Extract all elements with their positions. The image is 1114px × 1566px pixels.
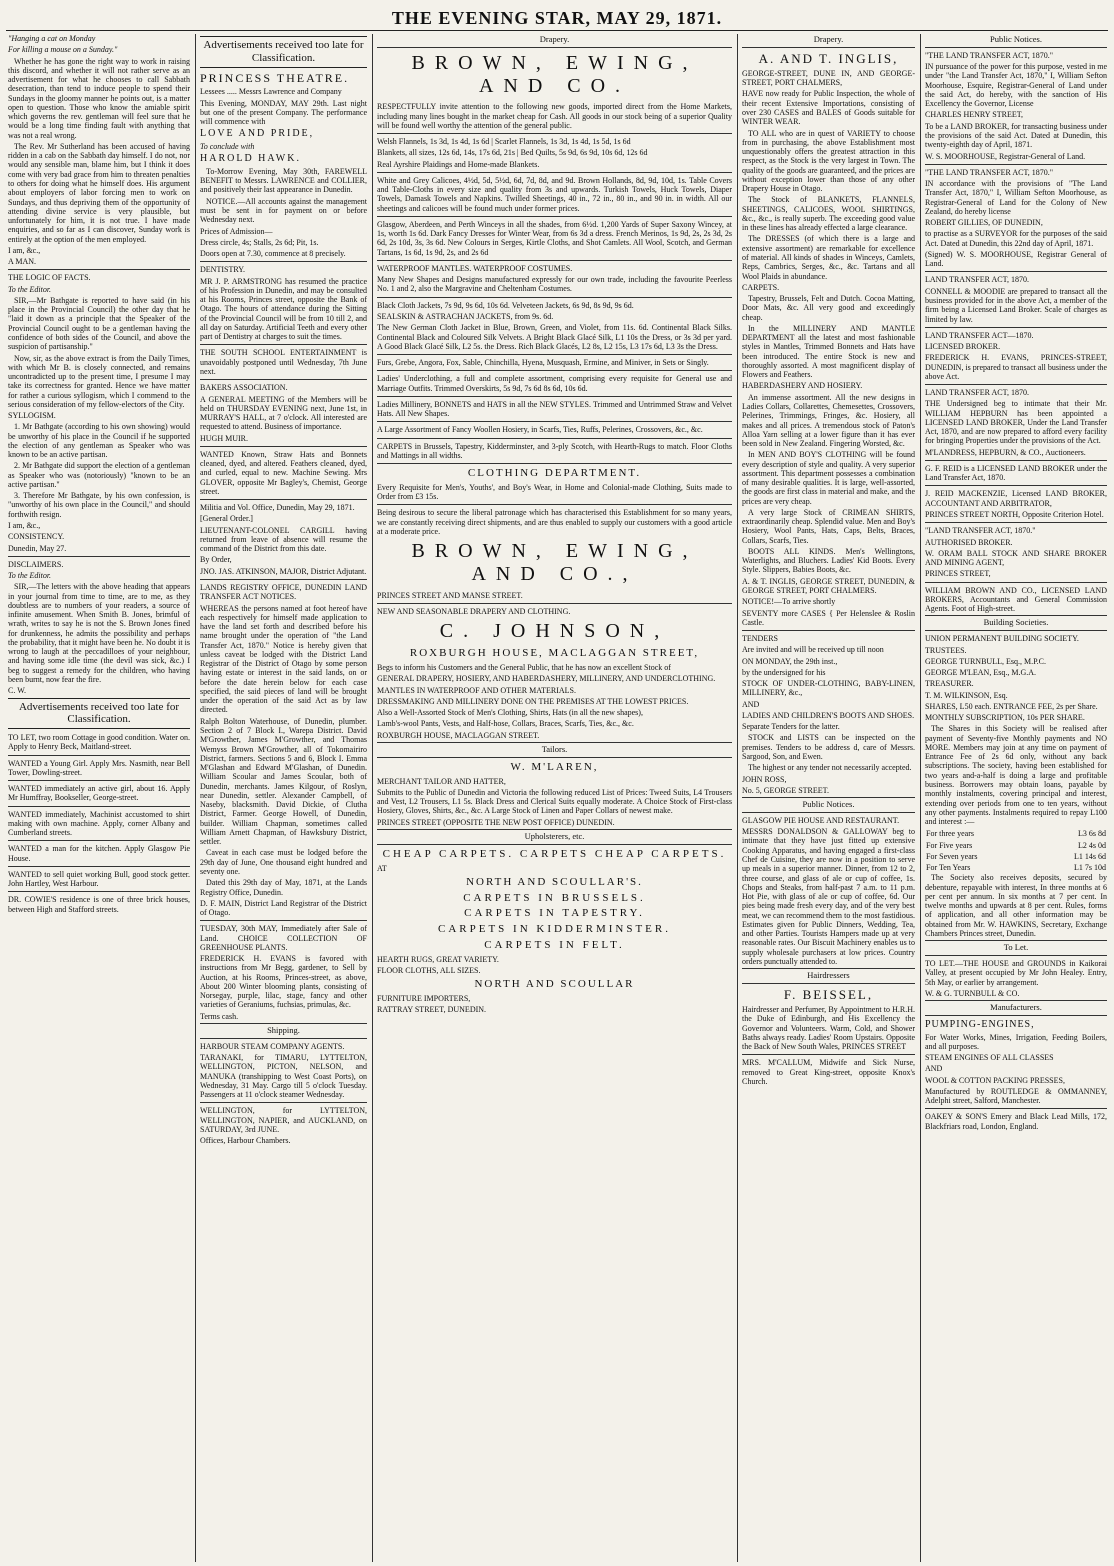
theatre-text: To conclude with bbox=[200, 142, 255, 152]
divider bbox=[8, 866, 190, 867]
rate-term: For Five years bbox=[926, 840, 973, 850]
classified-ad: WANTED a Young Girl. Apply Mrs. Nasmith, near Bell Tower, Dowling-street. bbox=[8, 758, 190, 777]
department-heading: CLOTHING DEPARTMENT. bbox=[467, 467, 642, 480]
notice-heading: CHARLES HENRY STREET, bbox=[925, 110, 1024, 120]
divider bbox=[377, 438, 732, 439]
table-row bbox=[925, 828, 1107, 839]
notice-text: WHEREAS the persons named at foot hereof have each respectively for himself made application to have the land set forth and described before his name brought under the operation of "the Land Transfer Act, 1870." Notice is hereby given that unless caveat be lodged with the District Land Registrar of the District of Otago by some person having estate or interest in the said lands, on or before the date herein below for each case specified, the said pieces of land will be brought under the operation of the said Act as by law directed. bbox=[200, 603, 367, 715]
syllogism-item: 2. Mr Bathgate did support the election of a gentleman as Speaker who was (notoriously) "known to be an active partisan." bbox=[8, 461, 190, 489]
notice-text: TO LET.—THE HOUSE and GROUNDS in Kaikorai Valley, at present occupied by Mr John Healey. Entry, 5th May, or earlier by arrangement. bbox=[925, 959, 1107, 987]
section-heading: Public Notices. bbox=[742, 797, 915, 813]
ad-text: Every Requisite for Men's, Youths', and Boy's Wear, in Home and Colonial-made Clothing, Suits made to Order from £3 15s. bbox=[377, 482, 732, 502]
divider bbox=[8, 840, 190, 841]
theatre-text: Prices of Admission— bbox=[200, 226, 273, 236]
brand-title: C. JOHNSON, bbox=[439, 620, 670, 643]
section-heading: Drapery. bbox=[742, 35, 915, 48]
divider bbox=[200, 446, 367, 447]
carpet-line: CARPETS IN TAPESTRY. bbox=[464, 907, 645, 920]
brand-address: PRINCES STREET AND MANSE STREET. bbox=[377, 590, 523, 600]
ad-heading: FURNITURE IMPORTERS, bbox=[377, 993, 471, 1003]
poem-line: "Hanging a cat on Monday bbox=[8, 34, 96, 43]
divider bbox=[742, 1054, 915, 1055]
notice-signature: D. F. MAIN, District Land Registrar of the District of Otago. bbox=[200, 898, 367, 918]
divider bbox=[8, 891, 190, 892]
divider bbox=[925, 582, 1107, 583]
notice-text: MRS. M'CALLUM, Midwife and Sick Nurse, removed to Great King-street, opposite Knox's Church. bbox=[742, 1058, 915, 1086]
ad-heading: GENERAL DRAPERY, HOSIERY, AND HABERDASHERY, MILLINERY, AND UNDERCLOTHING. bbox=[377, 674, 716, 684]
divider bbox=[925, 1108, 1107, 1109]
section-heading: Shipping. bbox=[200, 1023, 367, 1039]
notice-text: THE SOUTH SCHOOL ENTERTAINMENT is unavoidably postponed until Wednesday, 7th June next. bbox=[200, 348, 367, 376]
letter-signoff: I am, &c., bbox=[8, 245, 41, 255]
letter-heading: THE LOGIC OF FACTS. bbox=[8, 273, 91, 283]
ad-text: SEVENTY more CASES { Per Helenslee & Roslin Castle. bbox=[742, 608, 915, 627]
notice-text: Militia and Vol. Office, Dunedin, May 29, 1871. bbox=[200, 503, 355, 513]
notice-heading: UNION PERMANENT BUILDING SOCIETY. bbox=[925, 634, 1079, 644]
brand-address: ROXBURGH HOUSE, MACLAGGAN STREET. bbox=[377, 730, 540, 740]
notice-text: TRUSTEES. bbox=[925, 645, 967, 655]
ad-heading: MANTLES IN WATERPROOF AND OTHER MATERIALS. bbox=[377, 685, 576, 695]
notice-text: THE Undersigned beg to intimate that their Mr. WILLIAM HEPBURN has been appointed a LICENSED LAND BROKER, Under the Land Transfer Act, 1870, and are now prepared to afford every facility for bringing Properties under the provisions of the Act. bbox=[925, 399, 1107, 446]
ad-text: A Large Assortment of Fancy Woollen Hosiery, in Scarfs, Ties, Ruffs, Pelerines, Crossovers, &c., &c. bbox=[377, 425, 703, 435]
notice-heading: "LAND TRANSFER ACT, 1870." bbox=[925, 526, 1036, 536]
notice-text: Separate Tenders for the latter. bbox=[742, 722, 840, 732]
column-notices bbox=[200, 34, 367, 1562]
divider bbox=[377, 504, 732, 505]
letter-paragraph: SIR,—The letters with the above heading that appears in your journal from time to time, are to me, as they doubtless are to numbers of your readers, a source of infinite amusement. When Smith B. Jones, brimful of wrath, writes to say he is not the S. Brown Jones fined for drunkenness, he admits the possibility and perhaps the probability, that it might have been he. No doubt it is wrong to laugh at the peccadilloes of your neighbour, and having some idle time (the devil was sick, &c.) I beg to suggest a remedy for the children, who having been burnt, now fear the fire. bbox=[8, 582, 190, 684]
divider bbox=[377, 354, 732, 355]
ad-text: The Stock of BLANKETS, FLANNELS, SHEETINGS, CALICOES, WOOL SHIRTINGS, &c., &c., is really superb. The exceeding good value in these lines has already effected a large clearance. bbox=[742, 195, 915, 233]
ad-text: A very large Stock of CRIMEAN SHIRTS, extraordinarily cheap. Splendid value. Men and Boy's Hosiery, Wool Pants, Hats, Caps, Belts, Braces, Collars, Scarfs, Ties. bbox=[742, 507, 915, 545]
column-divider bbox=[372, 34, 373, 1562]
table-row bbox=[925, 862, 1107, 873]
notice-heading: STEAM ENGINES OF ALL CLASSES bbox=[925, 1053, 1054, 1063]
notice-text: Caveat in each case must be lodged before the 29th day of June, One thousand eight hundred and seventy one. bbox=[200, 848, 367, 876]
column-inglis bbox=[742, 34, 915, 1562]
divider bbox=[200, 344, 367, 345]
table-row bbox=[925, 851, 1107, 862]
department-heading: SEALSKIN & ASTRACHAN JACKETS, from 9s. 6d. bbox=[377, 312, 554, 322]
divider bbox=[8, 806, 190, 807]
letter-addressee: To the Editor. bbox=[8, 284, 52, 294]
divider bbox=[8, 780, 190, 781]
syllogism-item: 1. Mr Bathgate (according to his own showing) would be unworthy of his place in the Council if he supported the election of any gentleman as Speaker who was known to be an active partisan. bbox=[8, 422, 190, 460]
brand-title: BROWN, EWING, AND CO., bbox=[411, 540, 698, 586]
price-line: White and Grey Calicoes, 4½d, 5d, 5½d, 6d, 7d, 8d, and 9d. Brown Hollands, 8d, 9d, 10d, 1s. Table Covers and Table-Cloths in every size and quality from 3s and upwards. Turkish Towels, Huck Towels, Diaper Towels, Damask Towels and Napkins. Twilled Sheetings, 40 in., 72 in., 80 in., and 90 in. in width. All our sheetings and calicoes will be found much under former prices. bbox=[377, 175, 732, 213]
notice-text: LIEUTENANT-COLONEL CARGILL having returned from leave of absence will resume the command of the District from this date. bbox=[200, 525, 367, 554]
ad-heading: CHEAP CARPETS. CARPETS CHEAP CARPETS. bbox=[382, 847, 727, 860]
department-heading: HABERDASHERY AND HOSIERY. bbox=[742, 381, 863, 391]
letter-heading: DISCLAIMERS. bbox=[8, 559, 64, 569]
department-heading: CARPETS. bbox=[742, 282, 780, 292]
notice-text: SHARES, L50 each. ENTRANCE FEE, 2s per Share. bbox=[925, 701, 1098, 711]
rate-term: For Ten Years bbox=[926, 863, 971, 873]
carpet-line: CARPETS IN FELT. bbox=[484, 938, 625, 951]
notice-text: PRINCES STREET, bbox=[925, 569, 991, 579]
play-title: HAROLD HAWK. bbox=[200, 153, 301, 165]
notice-text: By Order, bbox=[200, 555, 232, 565]
notice-text: MR J. P. ARMSTRONG has resumed the practice of his Profession in Dunedin, and may be consulted at his Rooms, Princes street, opposite the Bank of Otago. The hours of attendance during the Sitting of the Provincial Council will be from 10 till 2, and all day on Saturday. Artificial Teeth and every other part of Dentistry at charges to suit the times. bbox=[200, 276, 367, 342]
notice-text: to practise as a SURVEYOR for the purposes of the said Act. Dated at Dunedin, this 22nd day of April, 1871. bbox=[925, 229, 1107, 248]
divider bbox=[200, 379, 367, 380]
notice-text: STOCK and LISTS can be inspected on the premises. Tenders to be address d, care of Messrs. Sargood, Son, and Ewen. bbox=[742, 733, 915, 761]
divider bbox=[377, 603, 732, 604]
notice-text: T. M. WILKINSON, Esq. bbox=[925, 690, 1008, 700]
ad-text: RESPECTFULLY invite attention to the following new goods, imported direct from the Home Markets, including many lines bought in the market cheap for Cash. All goods in our stock being of a superior Quality will be found well worthy the attention of the general public. bbox=[377, 102, 732, 130]
notice-signature: W. S. MOORHOUSE, Registrar-General of Land. bbox=[925, 151, 1086, 161]
notice-signature: W. & G. TURNBULL & CO. bbox=[925, 988, 1020, 998]
ad-heading: HEARTH RUGS, GREAT VARIETY. bbox=[377, 954, 499, 964]
divider bbox=[377, 216, 732, 217]
masthead: THE EVENING STAR, MAY 29, 1871. bbox=[391, 8, 723, 28]
notice-text: Terms cash. bbox=[200, 1011, 239, 1021]
ad-text: Submits to the Public of Dunedin and Victoria the following reduced List of Prices: Tweed Suits, L4 Trousers and Vest, L2 Trousers, L1 5s. Black Dress and Clerical Suits equally moderate. A Choice Stock of First-class Hosiery, Gloves, Shirts, &c., &c. A Large Stock of Linen and Paper Collars of newest make. bbox=[377, 787, 732, 816]
divider bbox=[377, 133, 732, 134]
notice-text: OAKEY & SON'S Emery and Black Lead Mills, 172, Blackfriars road, London, England. bbox=[925, 1112, 1107, 1131]
section-heading: Manufacturers. bbox=[925, 1000, 1107, 1016]
carpet-line: CARPETS IN KIDDERMINSTER. bbox=[438, 923, 671, 936]
notice-text: FREDERICK H. EVANS, PRINCES-STREET, DUNEDIN, is prepared to transact all business under the above Act. bbox=[925, 353, 1107, 381]
notice-text: CONNELL & MOODIE are prepared to transact all the business provided for in the above Act, a member of the firm being a Licensed Land Broker. Scale of charges as limited by law. bbox=[925, 286, 1107, 324]
divider bbox=[377, 172, 732, 173]
letter-paragraph: Whether he has gone the right way to work in raising this discord, and whether it will not rather serve as an advertisement for what he chooses to call Sabbath desecration, than tend to induce people to spend their Sundays in the gloomy manner he points out, is a matter open to question. Those who know the amiable spirit which governs the rev. gentleman will feel sure that he would be a long time finding fault with anything that was not a real wrong. bbox=[8, 56, 190, 140]
notice-text: FREDERICK H. EVANS is favored with instructions from Mr Begg, gardener, to Sell by Auction, at his Rooms, Princes-street, as above, About 200 Winter blooming plants, consisting of Norsegay, purple, lilac, stage, fancy and other varieties of Geraniums, fuchsias, primulas, &c. bbox=[200, 954, 367, 1010]
divider bbox=[925, 384, 1107, 385]
ad-text: Many New Shapes and Designs manufactured expressly for our own trade, including the favourite Peerless No. 1 and 2, also the Margravine and Cheltenham Costumes. bbox=[377, 275, 732, 294]
ad-text: Being desirous to secure the liberal patronage which has characterised this Establishment for so many years, we are constantly receiving direct shipments, and are thus enabled to supply our customers with a good article at a moderate price. bbox=[377, 508, 732, 537]
price-line: Blankets, all sizes, 12s 6d, 14s, 17s 6d, 21s | Bed Quilts, 5s 9d, 6s 9d, 10s 6d, 12s 6d bbox=[377, 148, 648, 158]
notice-text: Manufactured by ROUTLEDGE & OMMANNEY, Adelphi street, Salford, Manchester. bbox=[925, 1086, 1107, 1106]
notice-text: The highest or any tender not necessarily accepted. bbox=[748, 763, 912, 773]
table-row bbox=[925, 840, 1107, 851]
notice-text: J. REID MACKENZIE, Licensed LAND BROKER, ACCOUNTANT AND ARBITRATOR, bbox=[925, 489, 1107, 508]
syllogism-item: 3. Therefore Mr Bathgate, by his own confession, is "unworthy of his own place in the Council," and should forthwith resign. bbox=[8, 491, 190, 519]
divider bbox=[925, 485, 1107, 486]
ad-text: Furs, Grebe, Angora, Fox, Sable, Chinchilla, Hyena, Musquash, Ermine, and Miniver, in Sets or Singly. bbox=[377, 358, 709, 368]
divider bbox=[200, 1102, 367, 1103]
brand-title: NORTH AND SCOULLAR bbox=[474, 978, 635, 991]
divider bbox=[377, 421, 732, 422]
notice-text: GEORGE M'LEAN, Esq., M.G.A. bbox=[925, 668, 1036, 678]
notice-text: The Shares in this Society will be realised after payment of Seventy-five Monthly payments and NO MORE. Members may join at any time on payment of Entrance Fee of 2s 6d only, without any back subscriptions. The society, having been established for two years and-a-half is doing a large and profitable business. Borrowers may obtain loans, payable by monthly instalments, covering principal and interest, extending over periods from one to ten years, without any other payments. Instalments required to repay L100 and interest :— bbox=[925, 724, 1107, 827]
notice-heading: LICENSED BROKER. bbox=[925, 342, 1001, 352]
notice-text: MESSRS DONALDSON & GALLOWAY beg to intimate that they have just fitted up extensive Cooking Apparatus, and having engaged a first-class Chef de Cuisine, they are now in a position to serve up meals in a superior manner. Dinner, from 12 to 2, three course, and glass of ale or cup of coffee, 1s. Chops and Steaks, from half-past 7 a.m. to 11 p.m. Hot Pie, with glass of ale or cup of coffee, 6d. Our pies being made fresh every day, and of the very best meat, we can recommend them to the most fastidious. Estimates given for Public Dinners, Wedding, Tea, and other Parties. Tourists Hampers made up at very reasonable rates. Our Biscuit Machinery enables us to supply wholesale purchasers at low prices. Country orders punctually attended to. bbox=[742, 827, 915, 966]
notice-text: Dated this 29th day of May, 1871, at the Lands Registry Office, Dunedin. bbox=[200, 878, 367, 897]
notice-text: PRINCES STREET NORTH, Opposite Criterion Hotel. bbox=[925, 510, 1104, 520]
column-divider bbox=[195, 34, 196, 1562]
notice-signature: No. 5, GEORGE STREET. bbox=[742, 785, 829, 795]
notice-text: TARANAKI, for TIMARU, LYTTELTON, WELLINGTON, PICTON, NELSON, and MANUKA (transhipping to West Coast Ports), on Wednesday, 31 May. Cargo till 5 o'clock Tuesday. Passengers at 11 o'clock steamer Wednesday. bbox=[200, 1053, 367, 1100]
ad-heading: FLOOR CLOTHS, ALL SIZES. bbox=[377, 965, 481, 975]
notice-text: IN pursuance of the power for this purpose, vested in me under "the Land Transfer Act, 1870," I, William Sefton Moorhouse, Esquire, Registrar-General of Land under the said Act, do hereby, with the sanction of His Excellency the Governor, License bbox=[925, 62, 1107, 109]
column-divider bbox=[920, 34, 921, 1562]
notice-heading: "THE LAND TRANSFER ACT, 1870." bbox=[925, 167, 1054, 177]
ad-heading: MERCHANT TAILOR AND HATTER, bbox=[377, 776, 506, 786]
divider bbox=[742, 630, 915, 631]
divider bbox=[377, 463, 732, 464]
rate-term: For three years bbox=[926, 829, 974, 839]
column-drapery bbox=[377, 34, 732, 1562]
brand-address: ROXBURGH HOUSE, MACLAGGAN STREET, bbox=[409, 647, 700, 660]
letter-signature: CONSISTENCY. bbox=[8, 532, 65, 542]
rates-table bbox=[925, 828, 1107, 873]
notice-heading: TUESDAY, 30th MAY, Immediately after Sale of Land. CHOICE COLLECTION OF GREENHOUSE PLANTS. bbox=[200, 924, 367, 952]
brand-address: A. & T. INGLIS, GEORGE STREET, DUNEDIN, & GEORGE STREET, PORT CHALMERS. bbox=[742, 576, 915, 596]
section-heading: Advertisements received too late for Classification. bbox=[8, 698, 190, 730]
theatre-title: PRINCESS THEATRE. bbox=[200, 70, 350, 85]
department-heading: WATERPROOF MANTLES. WATERPROOF COSTUMES. bbox=[377, 263, 573, 273]
price-line: Real Ayrshire Plaidings and Home-made Blankets. bbox=[377, 159, 540, 169]
poem-line: For killing a mouse on a Sunday." bbox=[8, 45, 118, 55]
notice-text: [General Order.] bbox=[200, 514, 253, 524]
rate-value: L1 14s 6d bbox=[1074, 851, 1106, 861]
divider bbox=[925, 327, 1107, 328]
theatre-prices: Dress circle, 4s; Stalls, 2s 6d; Pit, 1s. bbox=[200, 237, 319, 247]
brand-title: BROWN, EWING, AND CO. bbox=[411, 51, 698, 98]
ad-text: The DRESSES (of which there is a large and extensive assortment) are remarkable for excellence of material. All kinds of shades in Winceys, Camlets, Reps, Cambrics, Serges, &c., &c. Tartans and all Wool Plaids in abundance. bbox=[742, 234, 915, 281]
brand-address: RATTRAY STREET, DUNEDIN. bbox=[377, 1005, 487, 1015]
divider bbox=[200, 579, 367, 580]
classified-ad: WANTED to sell quiet working Bull, good stock getter. John Hartley, West Harbour. bbox=[8, 869, 190, 889]
notice-heading: LANDS REGISTRY OFFICE, DUNEDIN LAND TRANSFER ACT NOTICES. bbox=[200, 583, 367, 602]
notice-text: The Society also receives deposits, secured by debenture, repayable with interest, In three months at 6 per cent per annum. In six months at 7 per cent. In twelve months and upwards at 8 per cent. Rules, forms of application, and all other information may be obtained from Mr. W. HAWKINS, Secretary, Exchange Chambers Princes street, Dunedin. bbox=[925, 873, 1107, 938]
notice-text: Hairdresser and Perfumer, By Appointment to H.R.H. the Duke of Edinburgh, and His Excellency the Governor and Volunteers. Warm, Cold, and Shower Baths always ready. Ladies' Room Upstairs. Opposite the Back of New South Wales, PRINCES STREET bbox=[742, 1005, 915, 1052]
column-letters bbox=[8, 34, 190, 1562]
carpet-line: CARPETS IN BRUSSELS. bbox=[463, 891, 646, 904]
notice-text: AND bbox=[742, 699, 760, 709]
notice-heading: LAND TRANSFER ACT—1870. bbox=[925, 330, 1034, 340]
notice-text: W. ORAM BALL STOCK AND SHARE BROKER AND MINING AGENT, bbox=[925, 548, 1107, 568]
letter-paragraph: Now, sir, as the above extract is from the Daily Times, with which Mr B. is closely connected, and remains uncontradicted up to the present time, I presume I may take its correctness for granted. Hence we have matter for rather a curious syllogism, which I commend to the serious consideration of my fellow-electors of the City. bbox=[8, 353, 190, 409]
letter-signature: A MAN. bbox=[8, 257, 37, 267]
brand-address: PRINCES STREET (OPPOSITE THE NEW POST OFFICE) DUNEDIN. bbox=[377, 817, 615, 827]
letter-date: Dunedin, May 27. bbox=[8, 543, 67, 553]
notice-heading: GLASGOW PIE HOUSE AND RESTAURANT. bbox=[742, 815, 900, 825]
theatre-text: NOTICE.—All accounts against the management must be sent in for payment on or before Wednesday next. bbox=[200, 196, 367, 225]
brand-title: F. BEISSEL, bbox=[783, 987, 874, 1003]
price-line: Glasgow, Aberdeen, and Perth Winceys in all the shades, from 6½d. 1,200 Yards of Super Saxony Wincey, at 1s, worth 1s 6d. Dark Fancy Dresses for Winter Wear, from 6s 3d a dress. French Merinos, 1s 9d, 2s, 2s 3d, 2s 6d, 2s 10d, 3s, 3s 6d. New Colours in Serges, Kirtle Cloths, and Shot Camlets. All Wool, Scotch, and German Tartans, 1s 6d, 1s 9d, 2s, and 2s 6d bbox=[377, 219, 732, 257]
divider bbox=[925, 164, 1107, 165]
notice-text: STOCK OF UNDER-CLOTHING, BABY-LINEN, MILLINERY, &c., bbox=[742, 679, 915, 698]
notice-text: A GENERAL MEETING of the Members will be held on THURSDAY EVENING next, June 1st, in MURRAY'S HALL, at 7 o'clock. All interested are requested to attend. Business of importance. bbox=[200, 394, 367, 432]
ad-text: In MEN AND BOY'S CLOTHING will be found every description of style and quality. A very superior assortment. This department possesses a combination of many desirable qualities. It is large, well-assorted, the goods are first class in material and make, and the prices are very cheap. bbox=[742, 450, 915, 506]
ad-text: Begs to inform his Customers and the General Public, that he has now an excellent Stock of bbox=[377, 663, 671, 673]
theatre-text: This Evening, MONDAY, MAY 29th. Last night but one of the present Company. The performance will commence with bbox=[200, 98, 367, 127]
notice-text: Are invited and will be received up till noon bbox=[742, 645, 884, 655]
notice-heading: PUMPING-ENGINES, bbox=[925, 1019, 1035, 1031]
masthead-rule bbox=[6, 30, 1108, 31]
divider bbox=[925, 460, 1107, 461]
classified-ad: TO LET, two room Cottage in good condition. Water on. Apply to Henry Beck, Maitland-street. bbox=[8, 733, 190, 752]
notice-text: Offices, Harbour Chambers. bbox=[200, 1136, 291, 1146]
ad-text: Lamb's-wool Pants, Vests, and Half-hose, Collars, Braces, Scarfs, Ties, &c., &c. bbox=[377, 719, 634, 729]
divider bbox=[925, 522, 1107, 523]
notice-heading: "THE LAND TRANSFER ACT, 1870." bbox=[925, 50, 1054, 60]
theatre-text: Doors open at 7.30, commence at 8 precisely. bbox=[200, 249, 346, 259]
ad-text: Also a Well-Assorted Stock of Men's Clothing, Shirts, Hats (in all the new shapes), bbox=[377, 708, 643, 718]
classified-ad: WANTED immediately an active girl, about 16. Apply Mr Humffray, Bookseller, George-street. bbox=[8, 784, 190, 803]
letter-addressee: To the Editor. bbox=[8, 571, 52, 581]
divider bbox=[925, 271, 1107, 272]
section-heading: Public Notices. bbox=[925, 35, 1107, 48]
divider bbox=[377, 396, 732, 397]
rate-value: L1 7s 10d bbox=[1074, 863, 1106, 873]
ad-text: BOOTS ALL KINDS. Men's Wellingtons, Waterlights, and Bluchers. Ladies' Kid Boots. Every Style. Slippers, Babies Boots, &c. bbox=[742, 546, 915, 575]
syllogism-heading: SYLLOGISM. bbox=[8, 411, 56, 421]
notice-text: WANTED Known, Straw Hats and Bonnets cleaned, dyed, and altered. Feathers cleaned, dyed, and curled, equal to new. Machine Sewing. Mrs GLOVER, opposite Mr Bagley's, Chemist, George street. bbox=[200, 449, 367, 496]
ad-text: AT bbox=[377, 863, 387, 873]
classified-ad: DR. COWIE'S residence is one of three brick houses, between High and Stafford streets. bbox=[8, 895, 190, 914]
column-public-notices bbox=[925, 34, 1107, 1562]
notice-heading: WOOL & COTTON PACKING PRESSES, bbox=[925, 1075, 1065, 1085]
classified-ad: WANTED immediately, Machinist accustomed to shirt making with own machine. Apply, corner Albany and Cumberland streets. bbox=[8, 809, 190, 838]
divider bbox=[377, 260, 732, 261]
section-heading: Building Societies. bbox=[925, 615, 1107, 631]
notice-text: To be a LAND BROKER, for transacting business under the provisions of the said Act. Dated at Dunedin, this twenty-eighth day of April, 1871. bbox=[925, 121, 1107, 150]
section-heading: Drapery. bbox=[377, 35, 732, 48]
divider bbox=[377, 370, 732, 371]
notice-text: GEORGE TURNBULL, Esq., M.P.C. bbox=[925, 656, 1046, 666]
letter-paragraph: The Rev. Mr Sutherland has been accused of having ridden in a cab on the Sabbath day himself. I do not, nor would any sensible man, blame him, but I think it does come with very bad grace from him to threaten penalties to others for doing what he himself does. His argument about employers of labor forcing men to work on Sundays, and thus depriving them of the opportunity of attending divine service is very plausible, but unfortunately for him, it is not true. I have made enquiries, and so far as I can discover, Sunday work is entirely at the option of the men employed. bbox=[8, 141, 190, 244]
ad-text: CARPETS in Brussels, Tapestry, Kidderminster, and 3-ply Scotch, with Hearth-Rugs to match. Floor Cloths and Mattings in all widths. bbox=[377, 441, 732, 460]
notice-text: WELLINGTON, for LYTTELTON, WELLINGTON, NAPIER, and AUCKLAND, on SATURDAY, 3rd JUNE. bbox=[200, 1106, 367, 1134]
notice-text: AND bbox=[925, 1064, 943, 1074]
notice-signature: HUGH MUIR. bbox=[200, 433, 248, 443]
notice-text: ON MONDAY, the 29th inst., bbox=[742, 656, 838, 666]
divider bbox=[377, 297, 732, 298]
brand-title: NORTH AND SCOULLAR'S. bbox=[466, 875, 643, 888]
price-line: Black Cloth Jackets, 7s 9d, 9s 6d, 10s 6d. Velveteen Jackets, 6s 9d, 8s 9d, 9s 6d. bbox=[377, 300, 634, 310]
notice-text: TREASURER. bbox=[925, 679, 974, 689]
theatre-text: To-Morrow Evening, May 30th, FAREWELL BENEFIT to Messrs. LAWRENCE and COLLIER, and positively their last appearance in Dunedin. bbox=[200, 166, 367, 195]
brand-address: GEORGE-STREET, DUNE IN, AND GEORGE-STREET, PORT CHALMERS, bbox=[742, 68, 915, 88]
ad-text: Ladies Millinery, BONNETS and HATS in all the NEW STYLES. Trimmed and Untrimmed Straw and Velvet Hats. All New Shapes. bbox=[377, 399, 732, 419]
divider bbox=[8, 269, 190, 270]
notice-signature: JOHN ROSS, bbox=[742, 774, 787, 784]
notice-text: G. F. REID is a LICENSED LAND BROKER under the Land Transfer Act, 1870. bbox=[925, 463, 1107, 483]
section-heading: Hairdressers bbox=[742, 968, 915, 984]
notice-signature: M'LANDRESS, HEPBURN, & CO., Auctioneers. bbox=[925, 447, 1086, 457]
letter-paragraph: SIR,—Mr Bathgate is reported to have said (in his place in the Provincial Council) the other day that he "laid it down as a principle that the Speaker of the Provincial Council ought to be a gentleman having the confidence of both sides of the Council, and above the suspicion of partisanship." bbox=[8, 295, 190, 352]
rate-term: For Seven years bbox=[926, 851, 978, 861]
play-title: LOVE AND PRIDE, bbox=[200, 128, 315, 140]
ad-text: An immense assortment. All the new designs in Ladies Collars, Collarettes, Chemesettes, Crossovers, Pelerines, Trimmings, Fringes, &c. Hosiery, all makes and all prices. A tremendous stock of Paton's Alloa Yarn selling at a lower figure than it has ever been sold in New Zealand. Fingering Worsted, &c. bbox=[742, 392, 915, 449]
ad-text: HAVE now ready for Public Inspection, the whole of their recent Extensive Importations, consisting of over 230 CASES and BALES of Goods suitable for WINTER WEAR. bbox=[742, 89, 915, 127]
divider bbox=[8, 755, 190, 756]
ad-heading: NEW AND SEASONABLE DRAPERY AND CLOTHING. bbox=[377, 606, 571, 616]
section-heading: To Let. bbox=[925, 940, 1107, 956]
notice-heading: BAKERS ASSOCIATION. bbox=[200, 383, 288, 393]
rate-value: L2 4s 0d bbox=[1078, 840, 1106, 850]
notice-heading: TENDERS bbox=[742, 634, 778, 644]
ad-text: In the MILLINERY AND MANTLE DEPARTMENT all the latest and most fashionable styles in Mantles, Trimmed Bonnets and Hats have been introduced. The entire Stock is new and thoroughly assorted. A most magnificent display of Flowers and Feathers. bbox=[742, 323, 915, 380]
notice-text: For Water Works, Mines, Irrigation, Feeding Boilers, and all purposes. bbox=[925, 1032, 1107, 1051]
notice-heading: DENTISTRY. bbox=[200, 265, 245, 275]
letter-signature: C. W. bbox=[8, 686, 27, 696]
divider bbox=[200, 261, 367, 262]
divider bbox=[200, 499, 367, 500]
divider bbox=[200, 920, 367, 921]
notice-text: WILLIAM BROWN AND CO., LICENSED LAND BROKERS, Accountants and General Commission Agents. Foot of High-street. bbox=[925, 585, 1107, 614]
notice-text: MONTHLY SUBSCRIPTION, 10s PER SHARE. bbox=[925, 713, 1085, 723]
ad-heading: DRESSMAKING AND MILLINERY DONE ON THE PREMISES AT THE LOWEST PRICES. bbox=[377, 696, 689, 706]
notice-signature: JNO. JAS. ATKINSON, MAJOR, District Adjutant. bbox=[200, 566, 367, 576]
column-divider bbox=[737, 34, 738, 1562]
notice-heading: HARBOUR STEAM COMPANY AGENTS. bbox=[200, 1041, 345, 1051]
notice-text: IN accordance with the provisions of "The Land Transfer Act, 1870," I, William Sefton Moorhouse, as Registrar-General of Land for the Colony of New Zealand, do hereby license bbox=[925, 179, 1107, 216]
section-heading: Upholsterers, etc. bbox=[377, 829, 732, 845]
notice-signature: (Signed) W. S. MOORHOUSE, Registrar General of Land. bbox=[925, 249, 1107, 269]
letter-signoff: I am, &c., bbox=[8, 521, 41, 531]
notice-text: Ralph Bolton Waterhouse, of Dunedin, plumber. Section 2 of 7 Block I., Warepa District. David M'Growther, James M'Growther, and Thomas Wemyss Brown M'Growther, all of Tokomairiro District, farmers. Sections 5 and 6, Block I. Emma M'Glashan and Edward M'Glashan, of Dunedin. William Scoular and James Scoular, both of Dunedin, merchants. James Kilgour, of Roslyn, near Dunedin, settler. Alexander Campbell, of Naseby, blacksmith. David Dickie, of Clutha District, Farmer. George Howell, of Dunedin, builder. William Chapman, sometimes called William Arnett Chapman, of Hawksbury District, settler. bbox=[200, 716, 367, 847]
brand-title: A. AND T. INGLIS, bbox=[758, 50, 899, 66]
ad-text: Ladies' Underclothing, a full and complete assortment, comprising every requisite for General use and Marriage Outfits. Trimmed Overskirts, 5s 9d, 7s 6d 8s 6d, 10s 6d. bbox=[377, 374, 732, 393]
ad-text: NOTICE!—To arrive shortly bbox=[742, 597, 836, 607]
notice-heading: LAND TRANSFER ACT, 1870. bbox=[925, 388, 1029, 398]
rate-value: L3 6s 8d bbox=[1078, 829, 1106, 839]
price-line: Welsh Flannels, 1s 3d, 1s 4d, 1s 6d | Scarlet Flannels, 1s 3d, 1s 4d, 1s 5d, 1s 6d bbox=[377, 137, 631, 147]
section-heading: Advertisements received too late for Classification. bbox=[200, 36, 367, 68]
notice-text: by the undersigned for his bbox=[742, 667, 826, 677]
price-line: The New German Cloth Jacket in Blue, Brown, Green, and Violet, from 11s. 6d. Continental Black Silks. Continental Black and Coloured Silk Velvets. A Bright Black Glacé Silk, L1 10s the Dress, or 3s 3d per yard. A Good Black Glacé Silk, L2 5s. the Dress. Rich Black Glacés, L2 8s, L2 15s, L3 17s 6d, L3 3s the Dress. bbox=[377, 323, 732, 351]
notice-heading: LAND TRANSFER ACT, 1870. bbox=[925, 275, 1029, 285]
divider bbox=[8, 556, 190, 557]
section-heading: Tailors. bbox=[377, 742, 732, 758]
notice-text: LADIES AND CHILDREN'S BOOTS AND SHOES. bbox=[742, 710, 915, 720]
classified-ad: WANTED a man for the kitchen. Apply Glasgow Pie House. bbox=[8, 844, 190, 863]
brand-title: W. M'LAREN, bbox=[510, 760, 599, 773]
notice-heading: ROBERT GILLIES, OF DUNEDIN, bbox=[925, 218, 1043, 228]
ad-text: TO ALL who are in quest of VARIETY to choose from in purchasing, the above Establishment most unquestionably offers the greatest attraction in this respect, as the Stock is the very largest in Town. The quality of the goods are guaranteed, and the prices are without exception lower than those of any other Drapery House in Otago. bbox=[742, 128, 915, 194]
theatre-lessees: Lessees ..... Messrs Lawrence and Company bbox=[200, 87, 342, 97]
ad-text: Tapestry, Brussels, Felt and Dutch. Cocoa Matting, Door Mats, &c. All very good and exceedingly cheap. bbox=[742, 294, 915, 322]
notice-heading: AUTHORISED BROKER. bbox=[925, 537, 1013, 547]
